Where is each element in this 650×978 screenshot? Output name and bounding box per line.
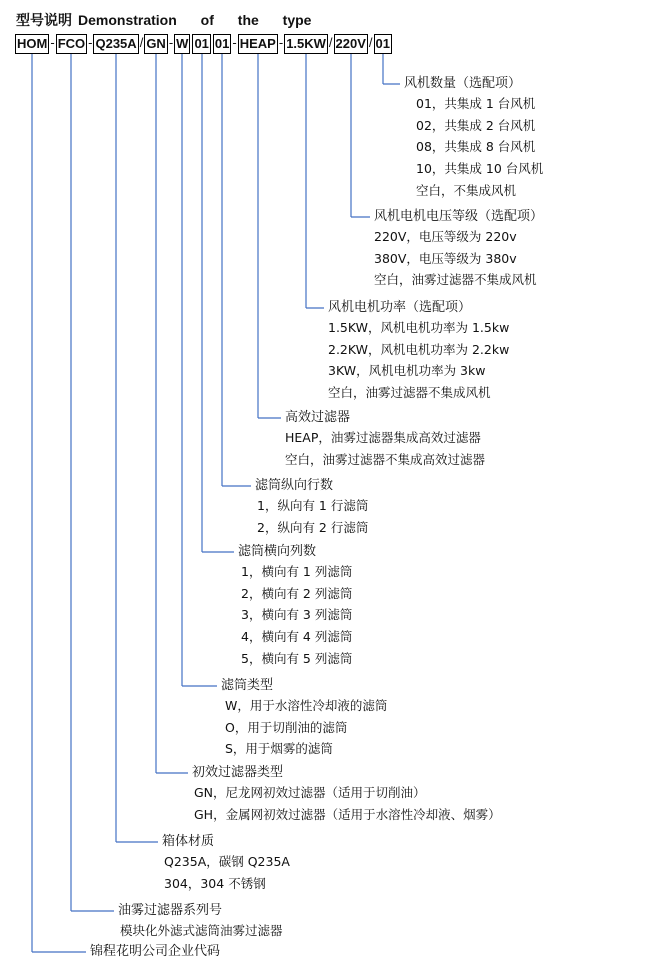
section-label: 滤筒类型 xyxy=(221,678,274,693)
code-separator: / xyxy=(139,35,144,50)
code-segment: W xyxy=(174,34,190,54)
code-segment: 1.5KW xyxy=(284,34,328,54)
section-option: GH，金属网初效过滤器（适用于水溶性冷却液、烟雾） xyxy=(194,806,501,822)
section-option: 08，共集成 8 台风机 xyxy=(416,139,536,155)
code-separator: - xyxy=(232,35,237,50)
section-option: O，用于切削油的滤筒 xyxy=(225,719,348,735)
code-separator: - xyxy=(278,35,284,50)
section-option: 空白，不集成风机 xyxy=(416,182,517,198)
section-label: 箱体材质 xyxy=(162,834,215,849)
section-label: 油雾过滤器系列号 xyxy=(118,903,223,918)
section-option: 模块化外滤式滤筒油雾过滤器 xyxy=(120,923,283,938)
code-segment: 01 xyxy=(192,34,210,54)
code-separator: - xyxy=(168,35,174,50)
code-segment: FCO xyxy=(56,34,87,54)
section-option: S，用于烟雾的滤筒 xyxy=(225,741,333,757)
code-separator: - xyxy=(88,35,93,50)
section-option: 3KW，风机电机功率为 3kw xyxy=(328,363,486,379)
section-option: 空白，油雾过滤器不集成风机 xyxy=(328,385,491,401)
section-option: 5，横向有 5 列滤筒 xyxy=(241,650,353,666)
section-option: 1.5KW，风机电机功率为 1.5kw xyxy=(328,320,510,335)
section-label: 初效过滤器类型 xyxy=(192,765,284,780)
section-label: 风机电机电压等级（选配项） xyxy=(374,209,544,224)
section-option: 1，纵向有 1 行滤筒 xyxy=(257,498,369,513)
code-segment: Q235A xyxy=(93,34,138,54)
section-option: 2，纵向有 2 行滤筒 xyxy=(257,519,369,535)
section-option: W，用于水溶性冷却液的滤筒 xyxy=(225,698,388,713)
title-en: Demonstration of the type xyxy=(78,12,312,28)
section-option: 380V，电压等级为 380v xyxy=(374,250,517,266)
section-option: 1，横向有 1 列滤筒 xyxy=(241,564,353,579)
code-segment: 220V xyxy=(334,34,368,54)
section-option: 2.2KW，风机电机功率为 2.2kw xyxy=(328,341,510,357)
section-label: 高效过滤器 xyxy=(285,410,351,425)
section-option: 2，横向有 2 列滤筒 xyxy=(241,585,353,601)
section-option: HEAP，油雾过滤器集成高效过滤器 xyxy=(285,430,481,445)
section-option: 02，共集成 2 台风机 xyxy=(416,117,536,133)
section-label: 滤筒横向列数 xyxy=(238,544,317,559)
section-option: 空白，油雾过滤器不集成风机 xyxy=(374,272,537,288)
code-segment: HEAP xyxy=(238,34,278,54)
code-segment: HOM xyxy=(15,34,49,54)
code-separator: / xyxy=(328,35,333,50)
code-segment: GN xyxy=(144,34,168,54)
section-option: Q235A，碳钢 Q235A xyxy=(164,854,290,869)
section-option: 304，304 不锈钢 xyxy=(164,875,266,891)
section-label: 风机电机功率（选配项） xyxy=(328,300,472,315)
section-label: 滤筒纵向行数 xyxy=(255,478,334,493)
code-separator: / xyxy=(368,35,373,50)
section-option: 01，共集成 1 台风机 xyxy=(416,96,536,111)
title-zh: 型号说明 xyxy=(16,13,72,29)
code-segment: 01 xyxy=(374,34,392,54)
section-option: 3，横向有 3 列滤筒 xyxy=(241,607,353,623)
section-label: 锦程花明公司企业代码 xyxy=(90,944,221,959)
section-option: 空白，油雾过滤器不集成高效过滤器 xyxy=(285,451,486,467)
section-option: 220V，电压等级为 220v xyxy=(374,229,517,244)
code-segment: 01 xyxy=(213,34,231,54)
section-option: GN，尼龙网初效过滤器（适用于切削油） xyxy=(194,785,426,800)
section-label: 风机数量（选配项） xyxy=(404,76,522,91)
section-option: 10，共集成 10 台风机 xyxy=(416,161,544,177)
code-separator: - xyxy=(50,35,55,50)
section-option: 4，横向有 4 列滤筒 xyxy=(241,629,353,645)
